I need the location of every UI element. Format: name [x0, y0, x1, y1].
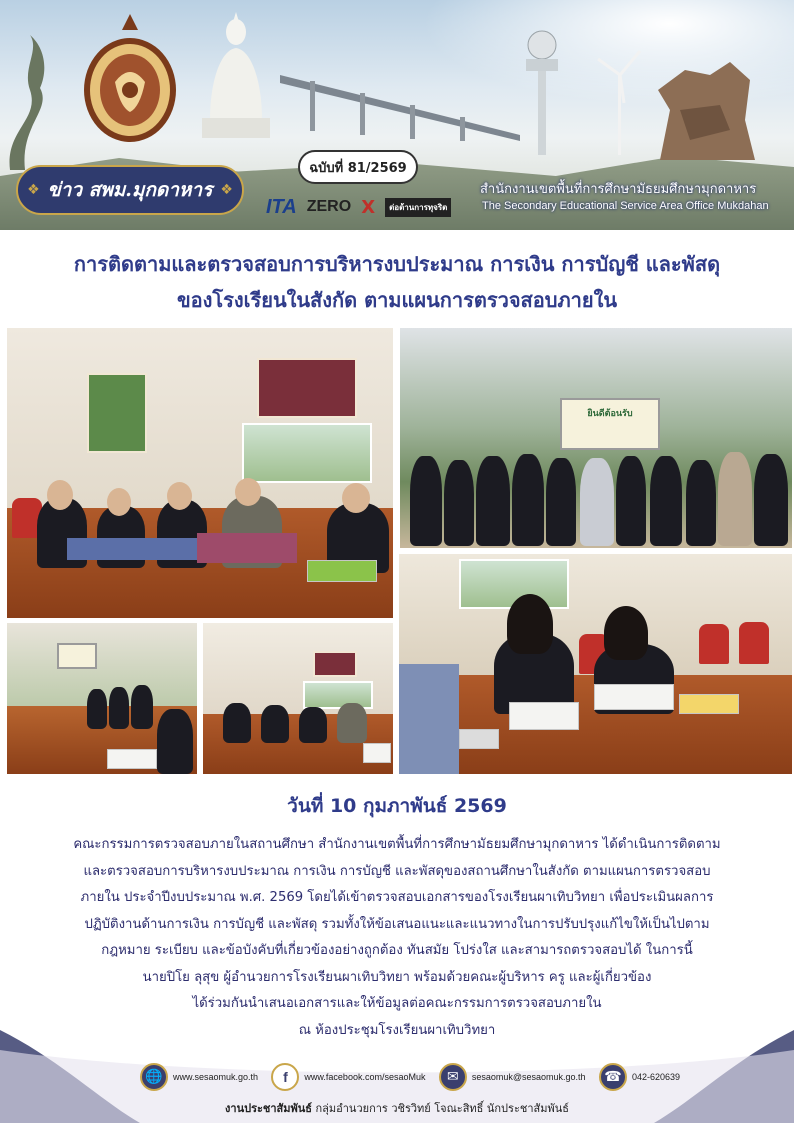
zero-tolerance-logo: ZERO: [306, 198, 352, 215]
facebook-link[interactable]: www.facebook.com/sesaoMuk: [304, 1072, 426, 1082]
naga-statue-image: [0, 30, 50, 170]
person: [131, 685, 153, 729]
obec-emblem-logo: [80, 12, 180, 144]
person: [754, 454, 788, 546]
photo-document-review: [399, 554, 792, 774]
person-head: [235, 478, 261, 506]
headline-line-2: ของโรงเรียนในสังกัด ตามแผนการตรวจสอบภายใน: [176, 288, 618, 312]
person: [261, 705, 289, 743]
person: [87, 689, 107, 729]
issue-number-badge: ฉบับที่ 81/2569: [298, 150, 418, 184]
ita-logo: ITA: [266, 195, 297, 218]
body-line: กฎหมาย ระเบียบ และข้อบังคับที่เกี่ยวข้องอย่างถูกต้อง ทันสมัย โปร่งใส และสามารถตรวจสอบได้ ในการนี้: [101, 943, 693, 958]
person: [223, 703, 251, 743]
credit-department: งานประชาสัมพันธ์: [225, 1102, 312, 1115]
ornament-right-icon: ❖: [220, 182, 233, 198]
window: [242, 423, 372, 483]
rock-formation-image: [650, 50, 760, 160]
person: [299, 707, 327, 743]
projector-screen: [57, 643, 97, 669]
window: [303, 681, 373, 709]
person-head: [47, 480, 73, 510]
headline-line-1: การติดตามและตรวจสอบการบริหารงบประมาณ การเงิน การบัญชี และพัสดุ: [73, 252, 721, 276]
person: [546, 458, 576, 546]
friendship-bridge-image: [280, 55, 520, 145]
welcome-screen-text: ยินดีต้อนรับ: [587, 409, 633, 419]
document-binders: [67, 538, 207, 560]
person: [476, 456, 510, 546]
person: [718, 452, 752, 546]
photo-meeting-room-2: [7, 623, 197, 774]
person: [512, 454, 544, 546]
body-line: ได้ร่วมกันนำเสนอเอกสารและให้ข้อมูลต่อคณะกรรมการตรวจสอบภายใน: [192, 996, 602, 1011]
documents: [363, 743, 391, 763]
wall-banner: [257, 358, 357, 418]
facebook-contact[interactable]: [271, 1063, 425, 1091]
documents: [509, 702, 579, 730]
x-mark-logo: X: [361, 196, 376, 218]
chair: [699, 624, 729, 664]
body-line: และตรวจสอบการบริหารงบประมาณ การเงิน การบัญชี และพัสดุของสถานศึกษาในสังกัด ตามแผนการตรวจสอบ: [83, 863, 711, 879]
person: [616, 456, 646, 546]
website-link[interactable]: www.sesaomuk.go.th: [173, 1072, 259, 1082]
credit-details: กลุ่มอำนวยการ วชิรวิทย์ โจณะสิทธิ์ นักประชาสัมพันธ์: [312, 1102, 569, 1115]
chair: [739, 622, 769, 664]
office-name-thai: สำนักงานเขตพื้นที่การศึกษามัธยมศึกษามุกดาหาร: [480, 182, 757, 197]
body-line: ปฏิบัติงานด้านการเงิน การบัญชี และพัสดุ รวมทั้งให้ข้อเสนอแนะและแนวทางในการปรับปรุงแก้ไขให้เป็นไปตาม: [84, 916, 710, 932]
pr-credit: [0, 1099, 794, 1117]
body-line: คณะกรรมการตรวจสอบภายในสถานศึกษา สำนักงานเขตพื้นที่การศึกษามัธยมศึกษามุกดาหาร ได้ดำเนินการติดตาม: [73, 837, 721, 852]
wall-poster: [87, 373, 147, 453]
person: [410, 456, 442, 546]
person: [337, 703, 367, 743]
phone-icon: ☎: [599, 1063, 627, 1091]
wall-banner: [313, 651, 357, 677]
documents: [594, 684, 674, 710]
document-folders: [307, 560, 377, 582]
email-link[interactable]: sesaomuk@sesaomuk.go.th: [471, 1072, 586, 1082]
person: [580, 458, 614, 546]
person-head: [107, 488, 131, 516]
phone-contact[interactable]: [599, 1063, 680, 1091]
photo-meeting-room-1: [7, 328, 393, 618]
office-name-english: The Secondary Educational Service Area Office Mukdahan: [482, 200, 769, 212]
website-contact[interactable]: [140, 1063, 258, 1091]
contact-bar: [140, 1062, 680, 1092]
document-binders: [399, 664, 459, 774]
photo-meeting-room-3: [203, 623, 393, 774]
yellow-folder: [679, 694, 739, 714]
observation-tower-image: [512, 25, 572, 155]
mail-icon: ✉: [439, 1063, 467, 1091]
buddha-statue-image: [196, 10, 276, 140]
documents: [107, 749, 157, 769]
person: [444, 460, 474, 546]
document-binders: [197, 533, 297, 563]
partner-logos: [266, 194, 451, 220]
news-label-text: ข่าว สพม.มุกดาหาร: [47, 179, 213, 201]
person: [109, 687, 129, 729]
person: [686, 460, 716, 546]
person: [650, 456, 682, 546]
globe-icon: 🌐: [140, 1063, 168, 1091]
news-title-label: [16, 165, 244, 215]
person-head: [342, 483, 370, 513]
welcome-screen: [560, 398, 660, 450]
person: [157, 709, 193, 774]
body-line: ภายใน ประจำปีงบประมาณ พ.ศ. 2569 โดยได้เข้าตรวจสอบเอกสารของโรงเรียนผาเทิบวิทยา เพื่อประเมินผลการ: [80, 890, 714, 905]
header-banner: [0, 0, 794, 230]
facebook-icon: f: [271, 1063, 299, 1091]
wind-turbine-image: [590, 45, 650, 155]
person-hair: [604, 606, 648, 660]
person-hair: [507, 594, 553, 654]
email-contact[interactable]: [439, 1063, 586, 1091]
calculator: [459, 729, 499, 749]
ornament-left-icon: ❖: [27, 182, 40, 198]
body-line: นายปิโย ลุสุข ผู้อำนวยการโรงเรียนผาเทิบวิทยา พร้อมด้วยคณะผู้บริหาร ครู และผู้เกี่ยวข้อง: [142, 969, 652, 985]
headline: [0, 246, 794, 318]
event-date: วันที่ 10 กุมภาพันธ์ 2569: [287, 795, 507, 817]
phone-number[interactable]: 042-620639: [631, 1072, 680, 1082]
person-head: [167, 482, 192, 510]
photo-group: [400, 328, 792, 548]
anti-corruption-logo: ต่อต้านการทุจริต: [385, 198, 451, 217]
body-line: ณ ห้องประชุมโรงเรียนผาเทิบวิทยา: [298, 1022, 496, 1038]
